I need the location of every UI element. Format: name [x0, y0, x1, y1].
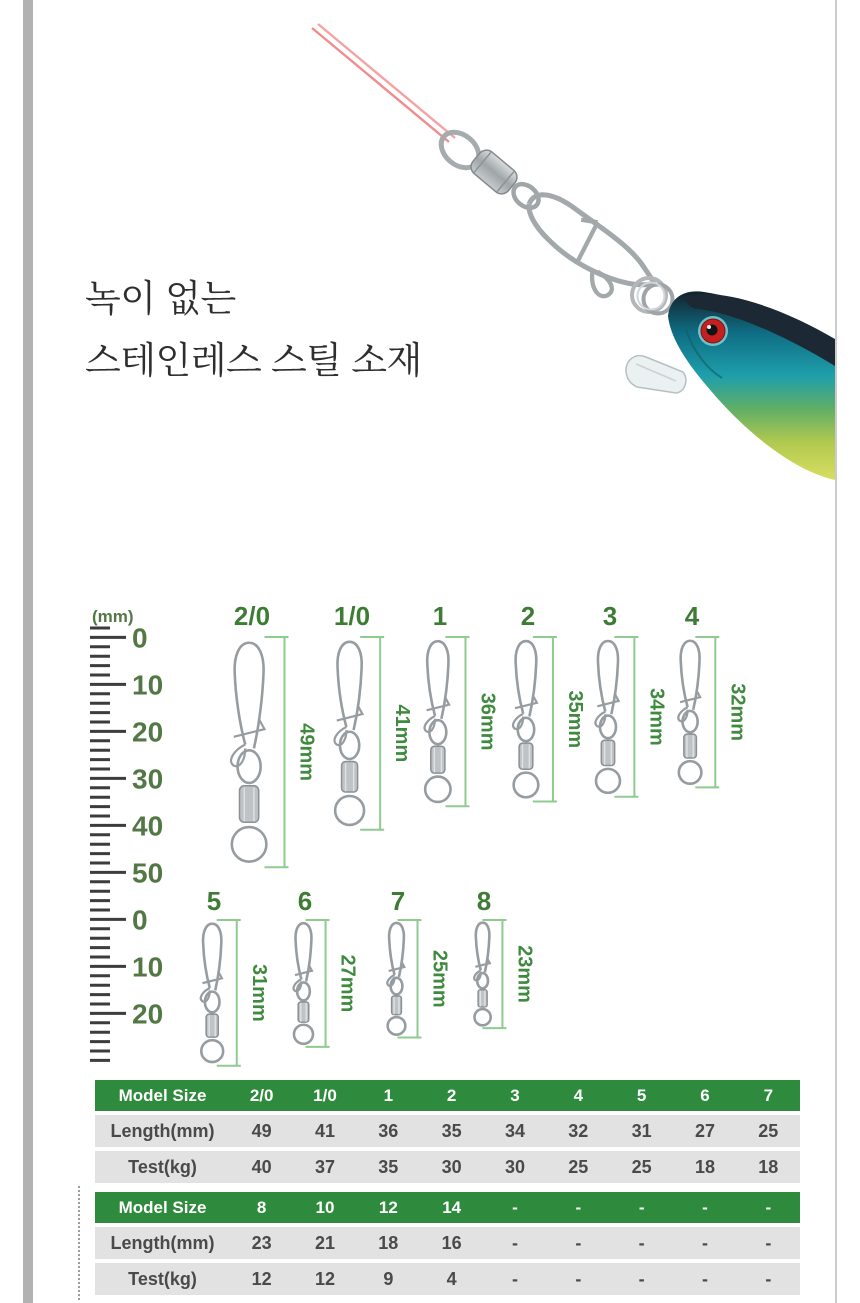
measure-label: 34mm: [645, 687, 668, 746]
measure-label: 35mm: [563, 690, 586, 749]
value-cell: -: [701, 1269, 708, 1289]
table-row: [95, 1151, 800, 1183]
ruler-tick-label: 0: [132, 904, 148, 936]
value-cell: -: [638, 1233, 645, 1253]
ruler-tick-label: 30: [132, 763, 164, 795]
value-cell: 49: [251, 1121, 272, 1141]
dotted-edge: [78, 1186, 80, 1300]
value-cell: 18: [694, 1157, 715, 1177]
swivel-item-8: [474, 886, 535, 1028]
table-header-label: Model Size: [118, 1086, 207, 1105]
size-label: 6: [297, 886, 313, 916]
value-cell: 25: [568, 1157, 589, 1177]
swivel-item-7: [387, 886, 450, 1038]
size-label: 3: [602, 601, 618, 631]
row-label: Test(kg): [128, 1157, 197, 1177]
size-table-2: [95, 1192, 800, 1299]
size-label: 8: [476, 886, 492, 916]
ruler-tick-label: 20: [132, 716, 164, 748]
measure-label: 32mm: [726, 683, 749, 742]
table-row: [95, 1227, 800, 1259]
fish-lure: [626, 291, 835, 480]
swivel-item-1: [425, 601, 499, 806]
value-cell: 12: [251, 1269, 272, 1289]
ruler-unit-label: (mm): [92, 607, 134, 626]
value-cell: 30: [441, 1157, 462, 1177]
ruler-tick-label: 20: [132, 998, 164, 1030]
swivel-drawing: [335, 642, 365, 825]
ruler-tick-label: 10: [132, 951, 164, 983]
header-cell: 7: [763, 1086, 774, 1105]
size-label: 7: [390, 886, 406, 916]
size-label: 2/0: [233, 601, 271, 631]
value-cell: 9: [383, 1269, 394, 1289]
value-cell: 21: [314, 1233, 335, 1253]
measure-label: 36mm: [476, 692, 499, 751]
swivel-item-5: [201, 886, 270, 1066]
swivel-item-1/0: [334, 601, 413, 830]
swivel-drawing: [678, 641, 701, 784]
value-cell: 25: [758, 1121, 779, 1141]
swivel-drawing: [231, 643, 266, 862]
swivel-item-3: [595, 601, 667, 797]
header-cell: -: [575, 1198, 582, 1217]
row-label: Length(mm): [110, 1233, 215, 1253]
fishing-line: [312, 24, 455, 142]
swivel-item-6: [294, 886, 359, 1047]
swivel-item-2: [513, 601, 586, 802]
ruler-tick-label: 0: [132, 622, 148, 654]
header-cell: -: [702, 1198, 708, 1217]
value-cell: 41: [314, 1121, 335, 1141]
swivel-item-2/0: [231, 601, 317, 867]
value-cell: 25: [631, 1157, 652, 1177]
value-cell: 34: [504, 1121, 525, 1141]
table-row: [95, 1263, 800, 1295]
value-cell: 4: [446, 1269, 457, 1289]
lure-lip: [626, 356, 686, 393]
size-label: 4: [684, 601, 700, 631]
headline-line-1: 녹이 없는: [85, 278, 236, 319]
measure-label: 27mm: [336, 954, 359, 1013]
swivel-size-columns: [201, 601, 748, 1066]
value-cell: -: [701, 1233, 708, 1253]
snap-clasp: [512, 181, 661, 317]
swivel-drawing: [513, 641, 538, 797]
value-cell: -: [511, 1233, 518, 1253]
value-cell: 18: [758, 1157, 779, 1177]
swivel-drawing: [595, 641, 619, 793]
header-cell: 5: [636, 1086, 647, 1105]
value-cell: 32: [568, 1121, 589, 1141]
measure-label: 49mm: [295, 723, 318, 782]
swivel-item-4: [678, 601, 748, 787]
header-cell: 3: [510, 1086, 520, 1105]
header-cell: 6: [700, 1086, 710, 1105]
value-cell: -: [575, 1269, 582, 1289]
value-cell: -: [765, 1233, 772, 1253]
table-header-row: [95, 1192, 800, 1223]
swivel-drawing: [294, 923, 313, 1044]
value-cell: 31: [631, 1121, 652, 1141]
header-cell: 10: [315, 1198, 335, 1217]
value-cell: -: [765, 1269, 772, 1289]
ruler-tick-label: 40: [132, 810, 164, 842]
value-cell: 18: [378, 1233, 399, 1253]
value-cell: -: [511, 1269, 518, 1289]
value-cell: 35: [441, 1121, 462, 1141]
table-header-row: [95, 1080, 800, 1111]
table-row: [95, 1115, 800, 1147]
value-cell: 27: [694, 1121, 715, 1141]
value-cell: 23: [251, 1233, 272, 1253]
measure-label: 31mm: [247, 963, 270, 1022]
ruler: [90, 607, 163, 1060]
header-cell: -: [638, 1198, 645, 1217]
value-cell: 37: [314, 1157, 335, 1177]
hero-product-photo: [0, 0, 860, 520]
header-cell: 2/0: [249, 1086, 274, 1105]
swivel-drawing: [201, 924, 223, 1062]
header-cell: 1/0: [313, 1086, 337, 1105]
header-cell: 12: [378, 1198, 398, 1217]
measure-label: 41mm: [391, 704, 414, 763]
row-label: Test(kg): [128, 1269, 197, 1289]
headline-line-2: 스테인레스 스틸 소재: [85, 340, 422, 382]
swivel-drawing: [425, 641, 451, 802]
header-cell: 2: [446, 1086, 457, 1105]
ruler-tick-label: 50: [132, 857, 164, 889]
value-cell: -: [638, 1269, 645, 1289]
measure-label: 25mm: [428, 949, 451, 1008]
size-label: 2: [520, 601, 536, 631]
header-cell: 4: [573, 1086, 584, 1105]
value-cell: -: [575, 1233, 582, 1253]
ruler-tick-label: 10: [132, 669, 164, 701]
value-cell: 16: [441, 1233, 462, 1253]
value-cell: 36: [378, 1121, 399, 1141]
size-label: 1: [432, 601, 448, 631]
header-cell: 8: [256, 1198, 267, 1217]
measure-label: 23mm: [513, 945, 536, 1003]
size-label: 1/0: [333, 601, 371, 631]
split-rings: [632, 278, 673, 314]
size-diagram: [0, 560, 860, 1075]
table-header-label: Model Size: [118, 1198, 207, 1217]
value-cell: 40: [251, 1157, 272, 1177]
header-cell: -: [765, 1198, 772, 1217]
swivel-drawing: [474, 923, 491, 1026]
headline: [85, 268, 422, 392]
value-cell: 35: [378, 1157, 399, 1177]
value-cell: 12: [314, 1269, 335, 1289]
value-cell: 30: [504, 1157, 525, 1177]
header-cell: 14: [442, 1198, 462, 1217]
size-label: 5: [206, 886, 222, 916]
header-cell: -: [512, 1198, 518, 1217]
swivel-drawing: [387, 923, 405, 1035]
header-cell: 1: [383, 1086, 394, 1105]
row-label: Length(mm): [110, 1121, 215, 1141]
size-table-1: [95, 1080, 800, 1187]
